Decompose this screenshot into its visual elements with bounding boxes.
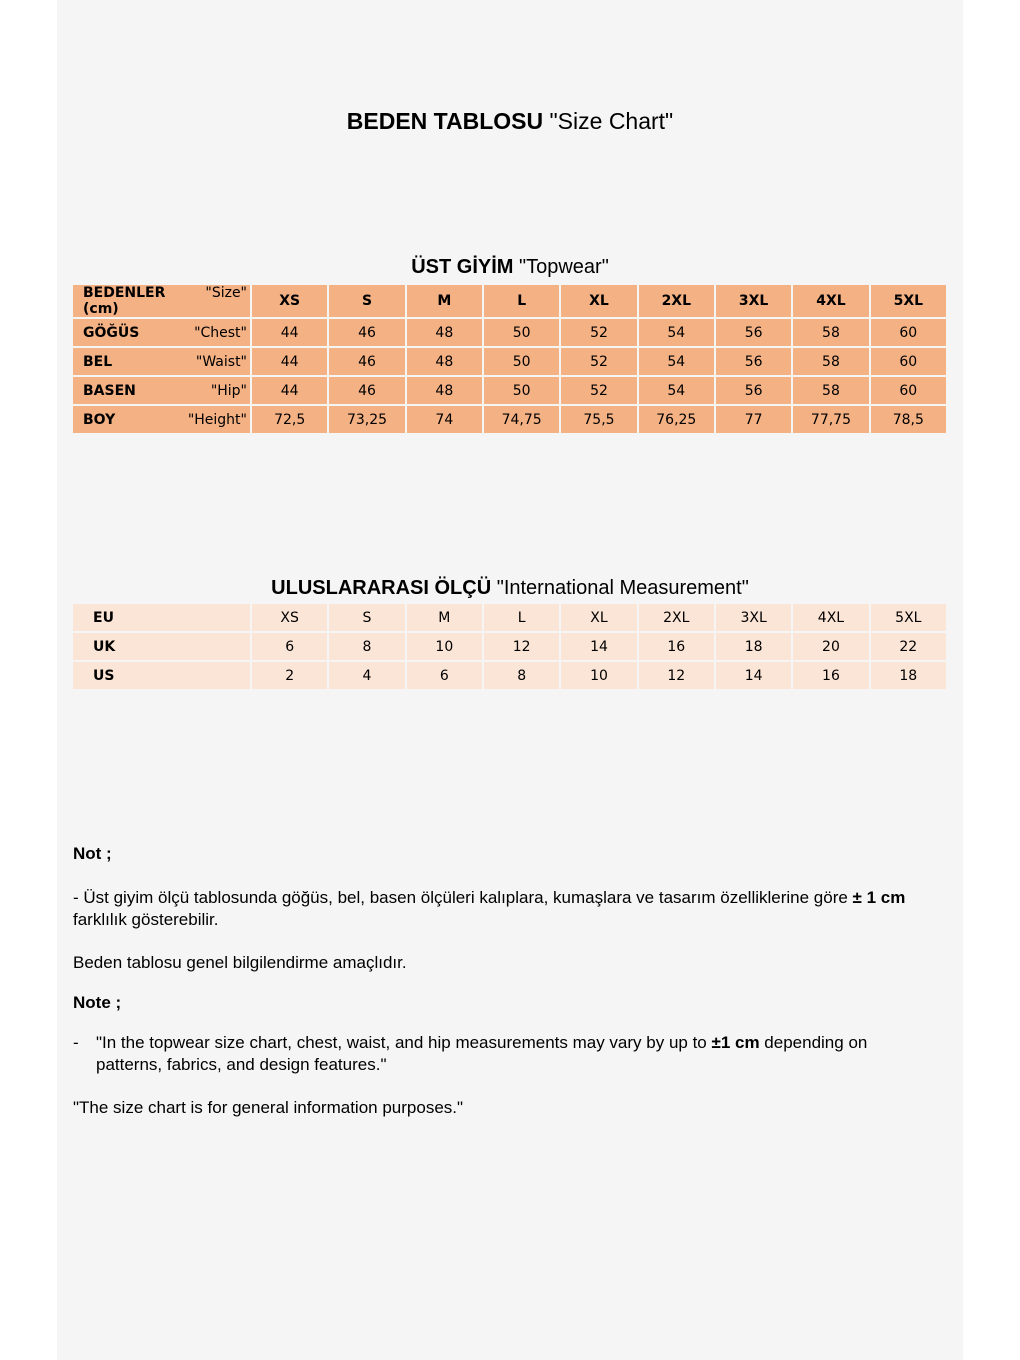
measurement-cell: 72,5: [252, 406, 327, 433]
size-header-cell: S: [329, 285, 404, 317]
page-title-bold: BEDEN TABLOSU: [346, 108, 544, 134]
topwear-header-label: [73, 285, 250, 317]
international-size-cell: 4: [329, 662, 404, 689]
measurement-cell: 73,25: [329, 406, 404, 433]
header-label-en: "Size": [205, 285, 247, 301]
measurement-cell: 78,5: [871, 406, 946, 433]
measurement-cell: 48: [407, 319, 482, 346]
measurement-cell: 75,5: [561, 406, 636, 433]
international-size-table: [71, 602, 948, 691]
measurement-cell: 56: [716, 319, 791, 346]
measurement-cell: 60: [871, 348, 946, 375]
topwear-row: [73, 406, 946, 433]
international-size-cell: 6: [252, 633, 327, 660]
topwear-size-table: [71, 283, 948, 435]
note-en-text-end: depending on patterns, fabrics, and design features.": [96, 1033, 868, 1074]
note-tr-text-start: - Üst giyim ölçü tablosunda göğüs, bel, basen ölçüleri kalıplara, kumaşlara ve tasarım özelliklerine göre: [73, 888, 853, 907]
international-size-cell: 18: [871, 662, 946, 689]
row-label-en: "Hip": [210, 382, 247, 399]
size-chart-page: [57, 0, 963, 1360]
row-label-en: "Height": [187, 411, 247, 428]
measurement-cell: 52: [561, 377, 636, 404]
measurement-cell: 50: [484, 319, 559, 346]
measurement-cell: 58: [793, 319, 868, 346]
international-size-cell: M: [407, 604, 482, 631]
note-info-en: "The size chart is for general information purposes.": [73, 1098, 464, 1117]
topwear-row: [73, 348, 946, 375]
international-size-cell: 22: [871, 633, 946, 660]
international-size-cell: XL: [561, 604, 636, 631]
row-label-tr: BOY: [83, 411, 116, 428]
international-size-cell: 16: [793, 662, 868, 689]
international-size-cell: 2: [252, 662, 327, 689]
international-size-cell: 8: [484, 662, 559, 689]
international-row: [73, 662, 946, 689]
note-tr-tolerance: ± 1 cm: [852, 888, 906, 907]
size-header-cell: XL: [561, 285, 636, 317]
international-row-label: US: [73, 662, 250, 689]
international-size-cell: 8: [329, 633, 404, 660]
measurement-cell: 46: [329, 319, 404, 346]
international-title-bold: ULUSLARARASI ÖLÇÜ: [271, 577, 492, 599]
topwear-row: [73, 377, 946, 404]
size-header-cell: 3XL: [716, 285, 791, 317]
note-paragraph-tr: [73, 887, 933, 931]
measurement-cell: 60: [871, 377, 946, 404]
international-size-cell: 14: [561, 633, 636, 660]
size-header-cell: 4XL: [793, 285, 868, 317]
measurement-cell: 54: [639, 319, 714, 346]
international-size-cell: L: [484, 604, 559, 631]
measurement-cell: 58: [793, 348, 868, 375]
note-en-text-start: "In the topwear size chart, chest, waist, and hip measurements may vary by up to: [96, 1033, 712, 1052]
note-en-tolerance: ±1 cm: [711, 1033, 760, 1052]
size-header-cell: XS: [252, 285, 327, 317]
row-label-tr: GÖĞÜS: [83, 324, 140, 341]
row-label-tr: BASEN: [83, 382, 136, 399]
topwear-title-bold: ÜST GİYİM: [411, 256, 514, 278]
measurement-cell: 46: [329, 377, 404, 404]
international-size-cell: 10: [561, 662, 636, 689]
international-row: [73, 604, 946, 631]
international-size-cell: XS: [252, 604, 327, 631]
note-paragraph-en: [73, 1032, 933, 1076]
international-size-cell: 5XL: [871, 604, 946, 631]
international-row-label: EU: [73, 604, 250, 631]
size-header-cell: L: [484, 285, 559, 317]
header-label-tr: BEDENLER (cm): [83, 285, 166, 317]
international-size-cell: 20: [793, 633, 868, 660]
topwear-row: [73, 319, 946, 346]
measurement-cell: 74,75: [484, 406, 559, 433]
row-label-tr: BEL: [83, 353, 113, 370]
international-size-cell: S: [329, 604, 404, 631]
topwear-row-label: [73, 319, 250, 346]
international-title-normal: "International Measurement": [496, 577, 749, 599]
note-heading-tr: Not ;: [73, 844, 112, 863]
topwear-row-label: [73, 348, 250, 375]
measurement-cell: 48: [407, 348, 482, 375]
international-row-label: UK: [73, 633, 250, 660]
measurement-cell: 50: [484, 348, 559, 375]
measurement-cell: 58: [793, 377, 868, 404]
measurement-cell: 54: [639, 377, 714, 404]
topwear-row-label: [73, 406, 250, 433]
measurement-cell: 44: [252, 348, 327, 375]
topwear-title-normal: "Topwear": [519, 256, 609, 278]
international-size-cell: 12: [484, 633, 559, 660]
measurement-cell: 48: [407, 377, 482, 404]
measurement-cell: 56: [716, 377, 791, 404]
international-size-cell: 2XL: [639, 604, 714, 631]
row-label-en: "Chest": [194, 324, 247, 341]
international-size-cell: 3XL: [716, 604, 791, 631]
measurement-cell: 50: [484, 377, 559, 404]
international-size-cell: 4XL: [793, 604, 868, 631]
international-size-cell: 10: [407, 633, 482, 660]
topwear-row-label: [73, 377, 250, 404]
measurement-cell: 44: [252, 377, 327, 404]
measurement-cell: 77: [716, 406, 791, 433]
measurement-cell: 74: [407, 406, 482, 433]
note-en-text: [96, 1032, 933, 1076]
note-heading-en: Note ;: [73, 993, 122, 1012]
measurement-cell: 46: [329, 348, 404, 375]
measurement-cell: 54: [639, 348, 714, 375]
size-header-cell: 2XL: [639, 285, 714, 317]
measurement-cell: 44: [252, 319, 327, 346]
international-row: [73, 633, 946, 660]
measurement-cell: 52: [561, 348, 636, 375]
measurement-cell: 60: [871, 319, 946, 346]
page-title-normal: "Size Chart": [549, 108, 674, 134]
measurement-cell: 56: [716, 348, 791, 375]
international-size-cell: 14: [716, 662, 791, 689]
note-tr-text-end: farklılık gösterebilir.: [73, 910, 219, 929]
international-size-cell: 18: [716, 633, 791, 660]
size-header-cell: M: [407, 285, 482, 317]
measurement-cell: 77,75: [793, 406, 868, 433]
topwear-section-title: [57, 256, 963, 279]
measurement-cell: 52: [561, 319, 636, 346]
page-title: [57, 108, 963, 135]
note-en-dash: -: [73, 1033, 79, 1052]
international-section-title: [57, 577, 963, 600]
international-size-cell: 12: [639, 662, 714, 689]
topwear-header-row: [73, 285, 946, 317]
row-label-en: "Waist": [195, 353, 247, 370]
measurement-cell: 76,25: [639, 406, 714, 433]
international-size-cell: 6: [407, 662, 482, 689]
international-size-cell: 16: [639, 633, 714, 660]
note-info-tr: Beden tablosu genel bilgilendirme amaçlıdır.: [73, 953, 407, 972]
size-header-cell: 5XL: [871, 285, 946, 317]
